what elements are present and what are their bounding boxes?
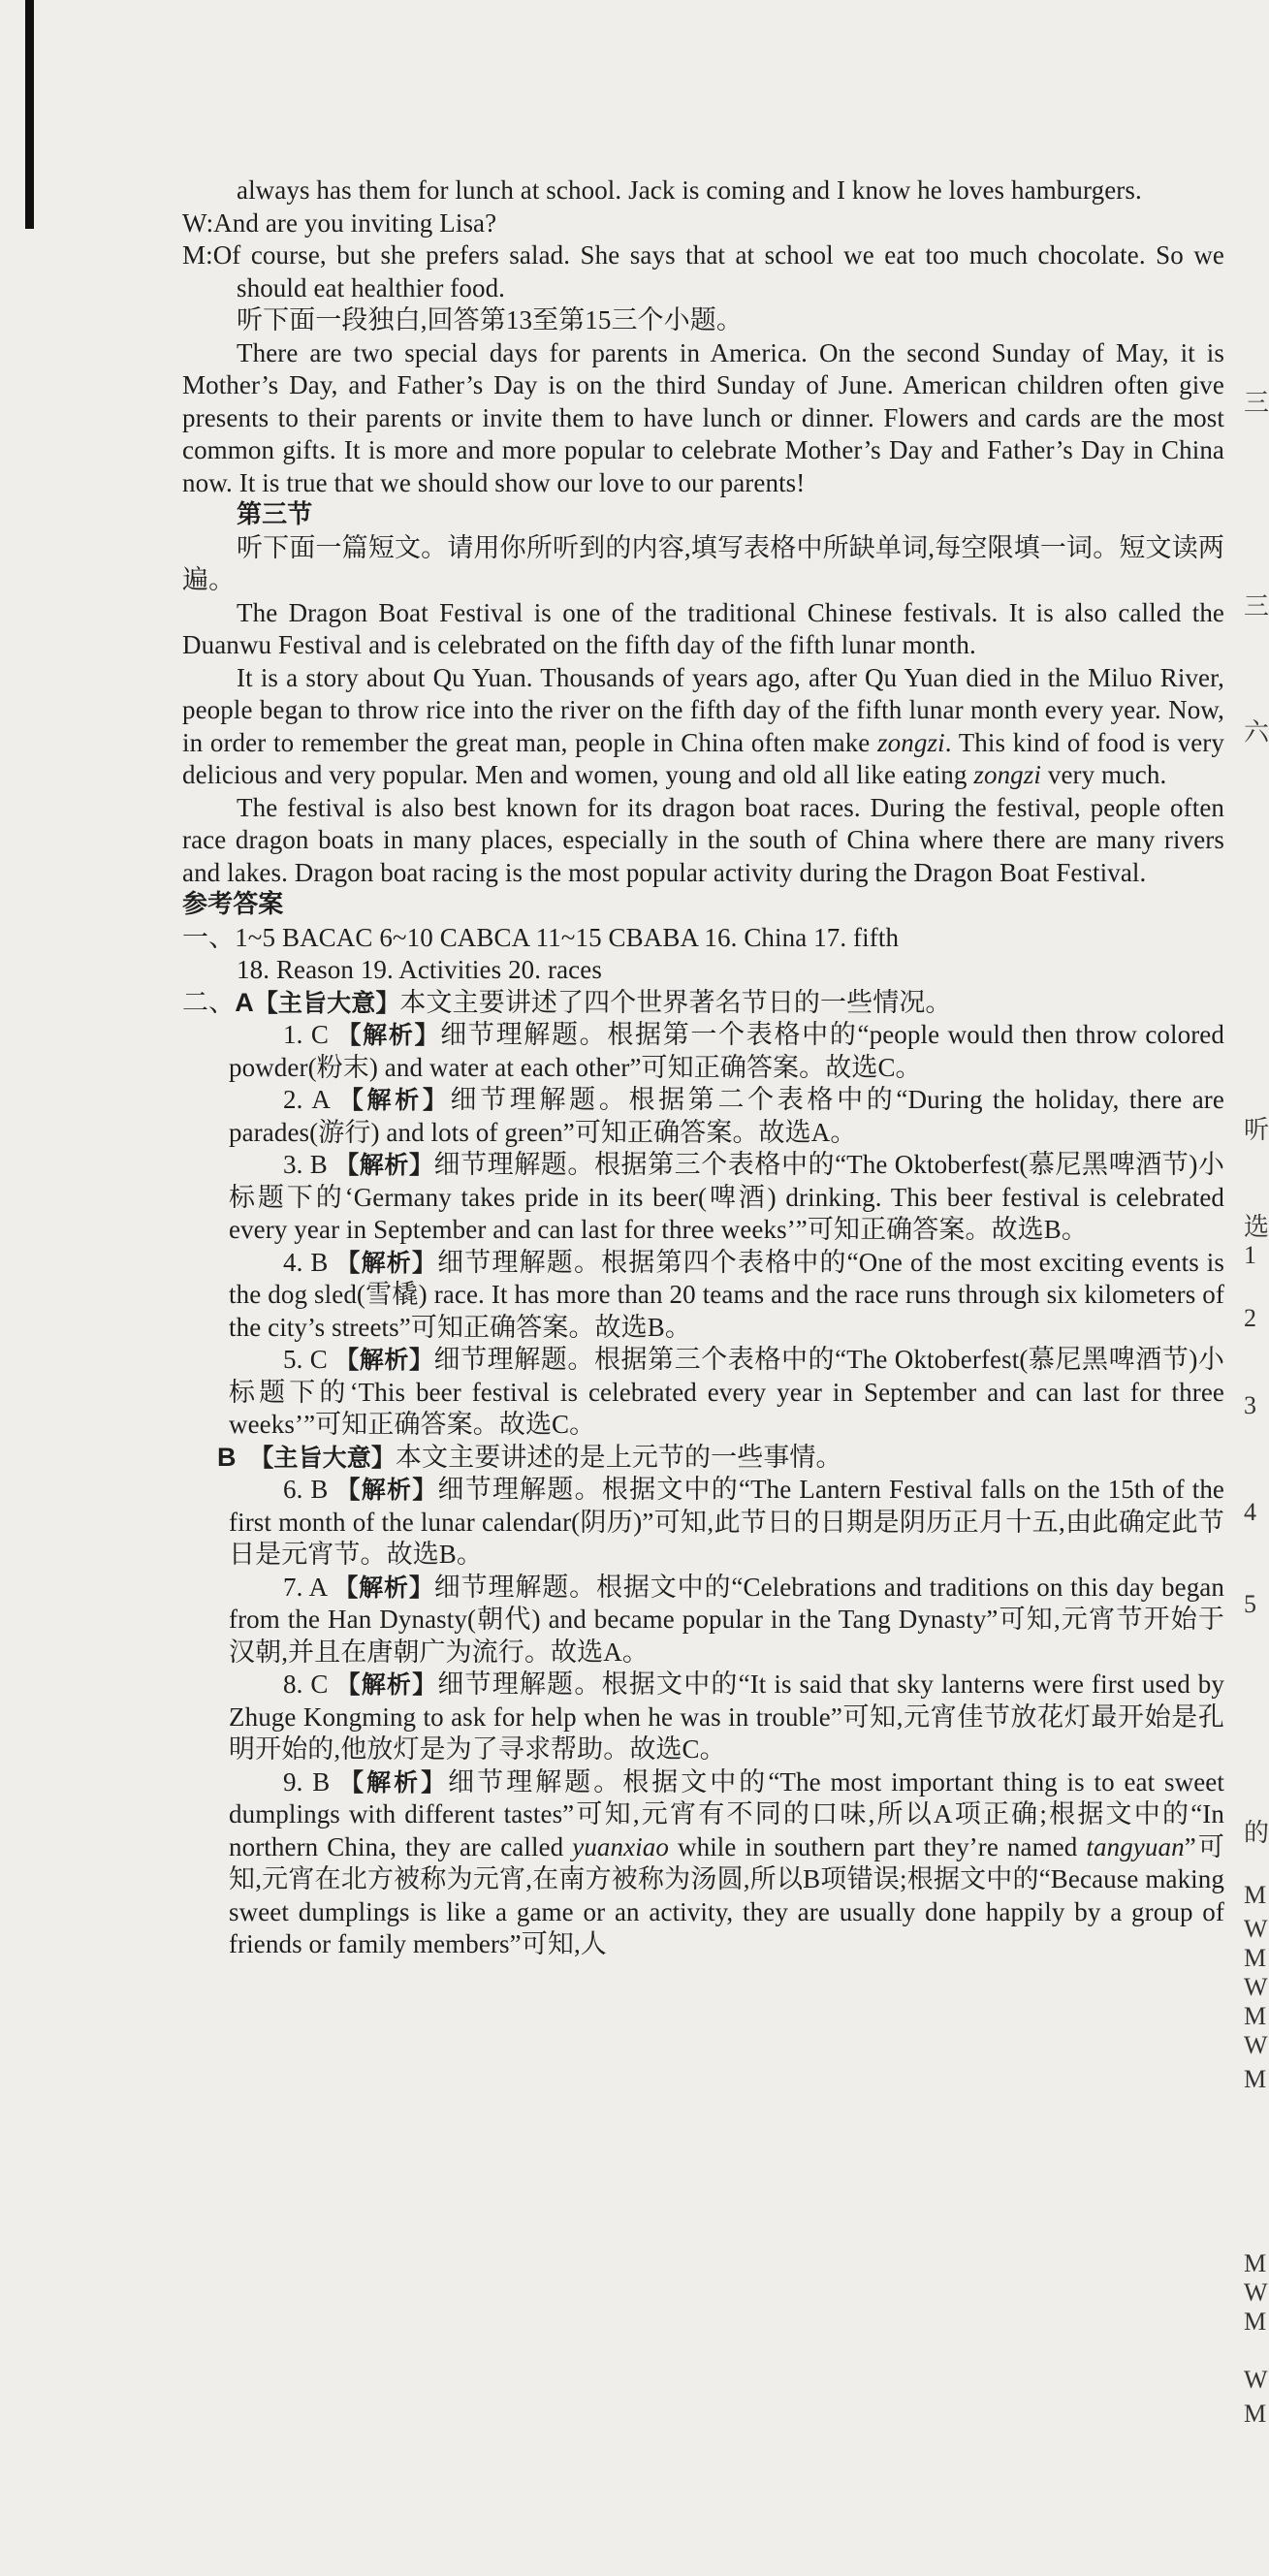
analysis-tag: 【解析】 — [335, 1670, 438, 1699]
margin-glyph: M — [1244, 2307, 1267, 2336]
margin-glyph: W — [1244, 2278, 1268, 2306]
margin-glyph: 5 — [1244, 1590, 1256, 1618]
explanation-text: 细节理解题。根据第一个表格中的“people would then throw colored powder(粉末) and water at each other”可知正确答案。故选C。 — [229, 1020, 1224, 1082]
analysis-tag: 【解析】 — [335, 1476, 438, 1504]
adjacent-page-margin — [1244, 0, 1269, 2576]
analysis-tag: 【解析】 — [333, 1573, 434, 1602]
margin-glyph: 的 — [1244, 1819, 1269, 1847]
monologue-text: There are two special days for parents in America. On the second Sunday of May, it is Mother’s Day, and Father’s Day is on the third Sunday of June. American children often give presents to their parents or invite them to have lunch or dinner. Flowers and cards are the most common gifts. It is more and more popular to celebrate Mother’s Day and Father’s Day in China now. It is true that we should show our love to our parents! — [182, 337, 1224, 497]
answers-title: 参考答案 — [182, 890, 284, 919]
explanation-text: 细节理解题。根据第三个表格中的“The Oktoberfest(慕尼黑啤酒节)小标题下的‘Germany takes pride in its beer(啤酒) drinking. This beer festival is celebrated every year in September and can last for three weeks’”可知正确答案。故选B。 — [229, 1150, 1225, 1244]
explanation-item — [182, 1084, 1224, 1149]
answers-B-main: B 【主旨大意】本文主要讲述的是上元节的一些事情。 — [217, 1442, 842, 1472]
margin-glyph: M — [1244, 2400, 1267, 2428]
passage-B-explanations — [182, 1474, 1224, 1766]
analysis-tag: 【解析】 — [334, 1346, 434, 1374]
section3-title: 第三节 — [237, 500, 313, 529]
explanation-item — [182, 1474, 1224, 1572]
document-page — [182, 175, 1224, 1961]
margin-glyph: 1 — [1244, 1241, 1256, 1269]
explanation-item — [182, 1344, 1224, 1442]
explanation-text: 细节理解题。根据文中的“Celebrations and traditions on this day began from the Han Dynasty(朝代) and became popular in the Tang Dynasty”可知,元宵节开始于汉朝,并且在唐朝广为流行。故选A。 — [229, 1572, 1224, 1667]
explanation-text: 细节理解题。根据第四个表格中的“One of the most exciting events is the dog sled(雪橇) race. It has more than 20 teams and the race runs through six kilometers of the city’s streets”可知正确答案。故选B。 — [229, 1247, 1224, 1342]
explanation-text: 细节理解题。根据第二个表格中的“During the holiday, there are parades(游行) and lots of green”可知正确答案。故选A。 — [229, 1085, 1224, 1147]
explanation-item — [182, 1149, 1224, 1247]
analysis-tag: 【解析】 — [335, 1248, 438, 1277]
explanation-text: 细节理解题。根据文中的“The Lantern Festival falls on the 15th of the first month of the lunar calendar(阴历)”可知,此节日的日期是阴历正月十五,由此确定此节日是元宵节。故选B。 — [229, 1475, 1225, 1569]
explanation-item-9: 9. B 【解析】细节理解题。根据文中的“The most important thing is to eat sweet dumplings with different tastes”可知,元宵有不同的口味,所以A项正确;根据文中的“In northern China, they are called yuanxiao while in southern part they’re named tangyuan”可知,元宵在北方被称为元宵,在南方被称为汤圆,所以B项错误;根据文中的“Because making sweet dumplings is like a game or an activity, they are usually done happily by a group of friends or family members”可知,人 — [229, 1766, 1225, 1958]
question-number: 3. B — [283, 1150, 335, 1179]
question-number: 2. A — [283, 1085, 339, 1114]
answers-part1-line2: 18. Reason 19. Activities 20. races — [237, 955, 602, 984]
passage-A-explanations — [182, 1019, 1224, 1442]
margin-glyph: 2 — [1244, 1304, 1256, 1332]
monologue-intro: 听下面一段独白,回答第13至第15三个小题。 — [237, 305, 743, 334]
explanation-item — [182, 1019, 1224, 1084]
answers-part1-line1: 一、1~5 BACAC 6~10 CABCA 11~15 CBABA 16. China 17. fifth — [182, 922, 900, 952]
section3-instructions: 听下面一篇短文。请用你所听到的内容,填写表格中所缺单词,每空限填一词。短文读两遍。 — [182, 532, 1224, 594]
page-binding-edge — [25, 0, 34, 229]
dialog-m-line: M:Of course, but she prefers salad. She says that at school we eat too much chocolate. So we should eat healthier food. — [182, 240, 1224, 302]
passage-paragraph-2: It is a story about Qu Yuan. Thousands of years ago, after Qu Yuan died in the Miluo River, people began to throw rice into the river on the fifth day of the fifth lunar month every year. Now, in order to remember the great man, people in China often make zongzi. This kind of food is very delicious and very popular. Men and women, young and old all like eating zongzi very much. — [182, 662, 1224, 789]
question-number: 8. C — [283, 1670, 336, 1699]
margin-glyph: W — [1244, 1973, 1268, 2001]
explanation-item — [182, 1669, 1224, 1766]
margin-glyph: 六 — [1244, 718, 1269, 747]
explanation-text: 细节理解题。根据文中的“It is said that sky lanterns were first used by Zhuge Kongming to ask for help when he was in trouble”可知,元宵佳节放花灯最开始是孔明开始的,他放灯是为了寻求帮助。故选C。 — [229, 1670, 1224, 1764]
explanation-text: 细节理解题。根据第三个表格中的“The Oktoberfest(慕尼黑啤酒节)小标题下的‘This beer festival is celebrated every year in September and can last for three weeks’”可知正确答案。故选C。 — [229, 1345, 1225, 1439]
margin-glyph: 三 — [1244, 389, 1269, 417]
margin-glyph: M — [1244, 2002, 1267, 2030]
question-number: 6. B — [283, 1475, 336, 1504]
question-number: 7. A — [283, 1572, 334, 1602]
question-number: 1. C — [283, 1020, 337, 1049]
zongzi-term: zongzi — [877, 727, 945, 757]
margin-glyph: W — [1244, 2031, 1268, 2059]
margin-glyph: W — [1244, 2366, 1268, 2394]
explanation-item — [182, 1247, 1224, 1345]
margin-glyph: 三 — [1244, 592, 1269, 620]
margin-glyph: 3 — [1244, 1391, 1256, 1419]
question-number: 4. B — [283, 1247, 336, 1277]
margin-glyph: W — [1244, 1915, 1268, 1943]
margin-glyph: 4 — [1244, 1498, 1256, 1526]
analysis-tag: 【解析】 — [336, 1021, 441, 1049]
margin-glyph: 选 — [1244, 1213, 1269, 1241]
passage-paragraph-1: The Dragon Boat Festival is one of the traditional Chinese festivals. It is also called the Duanwu Festival and is celebrated on the fifth day of the fifth lunar month. — [182, 597, 1224, 659]
margin-glyph: M — [1244, 1944, 1267, 1972]
analysis-tag: 【解析】 — [334, 1151, 434, 1179]
analysis-tag: 【解析】 — [338, 1086, 451, 1114]
margin-glyph: M — [1244, 1881, 1267, 1909]
dialog-w-line: W:And are you inviting Lisa? — [182, 207, 497, 238]
answers-part2-A-main: 二、A【主旨大意】本文主要讲述了四个世界著名节日的一些情况。 — [182, 987, 952, 1017]
dialog-tail: always has them for lunch at school. Jack is coming and I know he loves hamburgers. — [237, 175, 1142, 205]
explanation-item — [182, 1572, 1224, 1670]
zongzi-term: zongzi — [973, 760, 1041, 789]
passage-paragraph-3: The festival is also best known for its dragon boat races. During the festival, people often race dragon boats in many places, especially in the south of China where there are many rivers and lakes. Dragon boat racing is the most popular activity during the Dragon Boat Festival. — [182, 792, 1224, 887]
question-number: 5. C — [283, 1345, 335, 1374]
margin-glyph: M — [1244, 2249, 1267, 2277]
margin-glyph: 听 — [1244, 1116, 1269, 1144]
margin-glyph: M — [1244, 2065, 1267, 2093]
